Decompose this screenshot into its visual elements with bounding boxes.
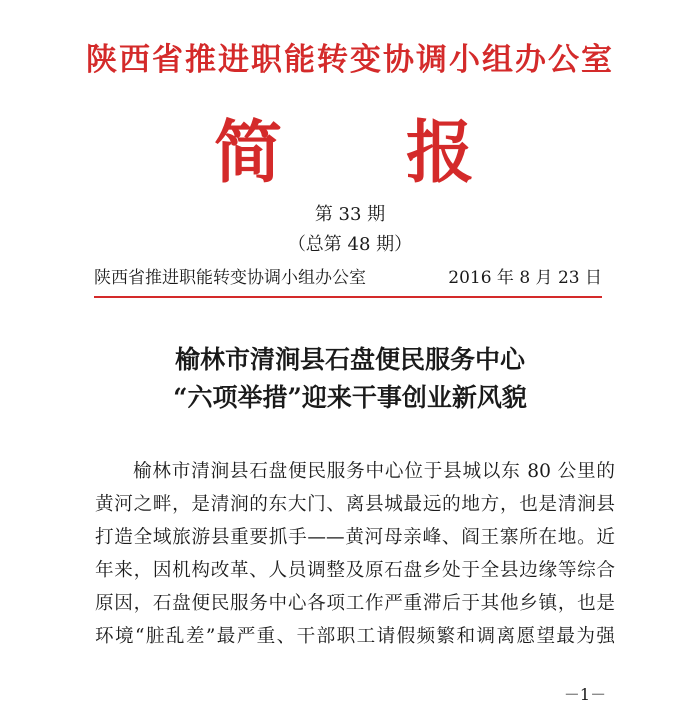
body-text-line: 黄河之畔，是清涧的东大门、离县城最远的地方，也是清涧县 — [95, 494, 615, 515]
body-text-line: 年来，因机构改革、人员调整及原石盘乡处于全县边缘等综合 — [95, 560, 615, 581]
body-text-line: 打造全域旅游县重要抓手——黄河母亲峰、阎王寨所在地。近 — [95, 527, 615, 548]
org-header-title: 陕西省推进职能转变协调小组办公室 — [86, 42, 614, 78]
issuer-name: 陕西省推进职能转变协调小组办公室 — [94, 268, 366, 288]
issue-total-number: （总第 48 期） — [287, 234, 413, 255]
article-title-line-1: 榆林市清涧县石盘便民服务中心 — [174, 345, 525, 374]
header-divider-rule — [94, 296, 602, 298]
page-number: －1－ — [563, 685, 607, 704]
brief-title-char-2: 报 — [406, 114, 475, 193]
body-text-line: 原因，石盘便民服务中心各项工作严重滞后于其他乡镇，也是 — [95, 593, 615, 614]
article-title-line-2: “六项举措”迎来干事创业新风貌 — [173, 383, 527, 412]
brief-title-char-1: 简 — [214, 114, 283, 193]
body-text-line: 榆林市清涧县石盘便民服务中心位于县城以东 80 公里的 — [133, 461, 615, 482]
brief-title — [0, 114, 700, 194]
issue-date: 2016 年 8 月 23 日 — [448, 268, 602, 288]
body-text-line: 环境“脏乱差”最严重、干部职工请假频繁和调离愿望最为强 — [95, 626, 615, 647]
issue-number: 第 33 期 — [314, 204, 386, 225]
